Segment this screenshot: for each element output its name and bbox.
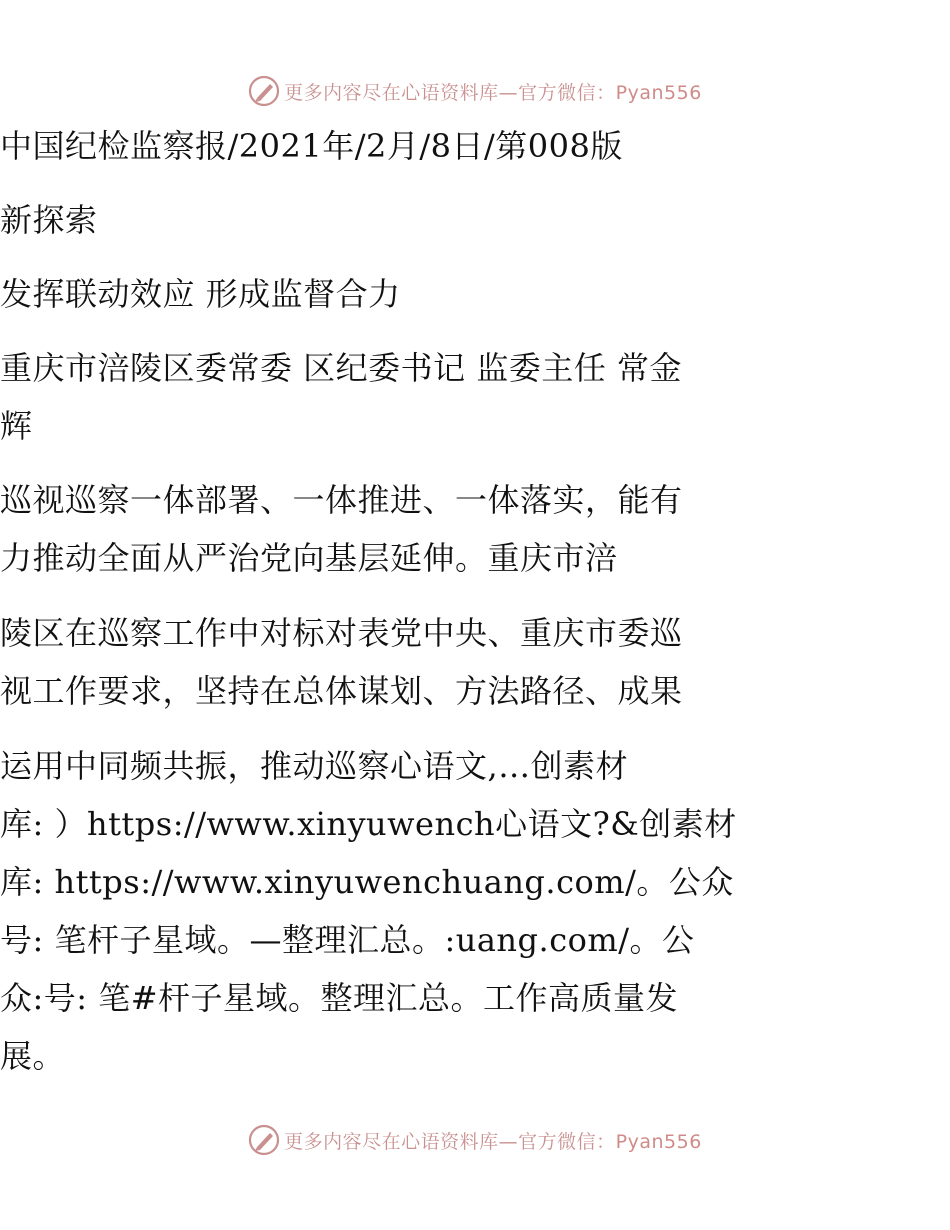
watermark-text: 更多内容尽在心语资料库—官方微信：Pyan556 <box>284 81 702 104</box>
paragraph-line: 运用中同频共振，推动巡察心语文,…创素材 <box>0 747 629 785</box>
watermark-wechat-id: Pyan556 <box>615 1130 702 1153</box>
paragraph-line: 号: 笔杆子星域。—整理汇总。:uang.com/。公 <box>0 921 695 959</box>
article-title: 发挥联动效应 形成监督合力 <box>0 275 401 313</box>
paragraph-line: 展。 <box>0 1037 66 1075</box>
header-watermark <box>0 71 950 111</box>
pen-logo-icon <box>248 75 280 107</box>
source-line: 中国纪检监察报/2021年/2月/8日/第008版 <box>0 127 623 165</box>
author-line: 重庆市涪陵区委常委 区纪委书记 监委主任 常金 <box>0 349 683 387</box>
paragraph-line: 库: https://www.xinyuwenchuang.com/。公众 <box>0 863 734 901</box>
footer-watermark <box>0 1120 950 1160</box>
column-title: 新探索 <box>0 201 98 239</box>
paragraph-line: 视工作要求，坚持在总体谋划、方法路径、成果 <box>0 672 683 710</box>
paragraph-line: 众:号: 笔#杆子星域。整理汇总。工作高质量发 <box>0 979 679 1017</box>
pen-logo-icon <box>248 1124 280 1156</box>
watermark-text: 更多内容尽在心语资料库—官方微信：Pyan556 <box>284 1130 702 1153</box>
paragraph-line: 陵区在巡察工作中对标对表党中央、重庆市委巡 <box>0 614 683 652</box>
paragraph-line: 库: ）https://www.xinyuwench心语文?&创素材 <box>0 805 737 843</box>
paragraph-line: 巡视巡察一体部署、一体推进、一体落实，能有 <box>0 481 683 519</box>
paragraph-line: 力推动全面从严治党向基层延伸。重庆市涪 <box>0 539 618 577</box>
author-line-cont: 辉 <box>0 407 33 445</box>
watermark-wechat-id: Pyan556 <box>615 81 702 104</box>
